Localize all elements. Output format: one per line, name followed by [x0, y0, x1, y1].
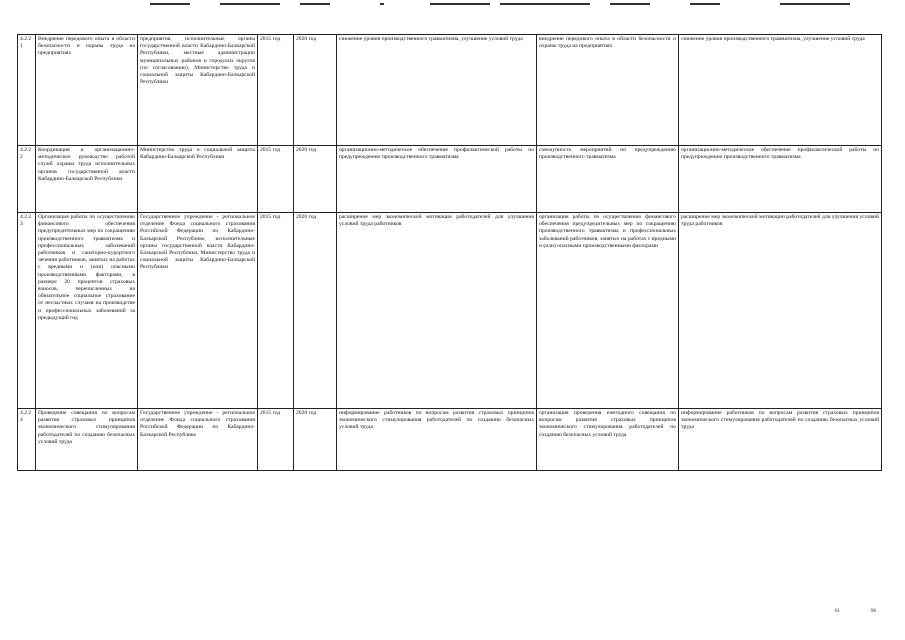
activity-cell: Проведение совещания по вопросам развития страховых принципов экономического стимулирования работодателей по созданию безопасных условий труда — [36, 409, 138, 471]
page-mark-left: 61 — [835, 609, 840, 614]
measures-table — [17, 34, 882, 471]
executor-cell: Государственное учреждение - региональное отделение Фонда социального страхования Российской Федерации по Кабардино-Балкарской Республике, исполнительные органы государственной власти Кабардино-Балкарской Республики, Министерство труда и социальной защиты Кабардино-Балкарской Республики — [138, 213, 258, 409]
start-year-cell: 2015 год — [258, 213, 294, 409]
result-cell: информирование работников по вопросам развития страховых принципов экономического стимулирования работодателей по созданию безопасных условий труда — [337, 409, 537, 471]
activity-cell: Внедрение передового опыта в области безопасности и охраны труда на предприятиях — [36, 35, 138, 146]
start-year-cell: 2015 год — [258, 409, 294, 471]
table-row — [18, 146, 882, 213]
link-cell: организационно-методическое обеспечение профилактической работы по предупреждению производственного травматизма — [679, 146, 882, 213]
start-year-cell: 2015 год — [258, 35, 294, 146]
end-year-cell: 2020 год — [294, 213, 337, 409]
item-number: 4.2.24 — [18, 409, 36, 471]
result-cell: расширение мер экономической мотивации работодателей для улучшения условий труда работников — [337, 213, 537, 409]
end-year-cell: 2020 год — [294, 35, 337, 146]
result-cell: организационно-методическое обеспечение профилактической работы по предупреждению производственного травматизма — [337, 146, 537, 213]
result-cell: снижение уровня производственного травматизма, улучшение условий труда — [337, 35, 537, 146]
content-cell: внедрение передового опыта в области безопасности и охраны труда на предприятиях — [537, 35, 679, 146]
scan-top-marks — [0, 0, 905, 8]
item-number: 4.2.23 — [18, 213, 36, 409]
activity-cell: Организация работы по осуществлению финансового обеспечения предупредительных мер по сокращению производственного травматизма и профессиональных заболеваний работников и санаторно-курортного лечения работников, занятых на работах с вредными и (или) опасными производственными факторами, в размере 20 процентов страховых взносов, перечисленных на обязательное социальное страхование от несчастных случаев на производстве и профессиональных заболеваний за предыдущий год — [36, 213, 138, 409]
activity-cell: Координация и организационно-методическое руководство работой служб охраны труда исполнительных органов государственной власти Кабардино-Балкарской Республики — [36, 146, 138, 213]
executor-cell: Государственное учреждение - региональное отделение Фонда социального страхования Российской Федерации по Кабардино-Балкарской Республике — [138, 409, 258, 471]
item-number: 4.2.22 — [18, 146, 36, 213]
end-year-cell: 2020 год — [294, 409, 337, 471]
table-row — [18, 409, 882, 471]
content-cell: совокупность мероприятий по предупреждению производственного травматизма — [537, 146, 679, 213]
table-row — [18, 35, 882, 146]
executor-cell: Министерство труда и социальной защиты Кабардино-Балкарской Республики — [138, 146, 258, 213]
page-mark-right: 96 — [871, 609, 876, 614]
link-cell: расширение мер экономической мотивации работодателей для улучшения условий труда работников — [679, 213, 882, 409]
link-cell: снижение уровня производственного травматизма, улучшение условий труда — [679, 35, 882, 146]
end-year-cell: 2020 год — [294, 146, 337, 213]
table-row — [18, 213, 882, 409]
item-number: 4.2.21 — [18, 35, 36, 146]
content-cell: организация работы по осуществлению финансового обеспечения предупредительных мер по сокращению производственного травматизма и профессиональных заболеваний работников, занятых на работах с вредными и (или) опасными производственными факторами — [537, 213, 679, 409]
start-year-cell: 2015 год — [258, 146, 294, 213]
executor-cell: предприятия, исполнительные органы государственной власти Кабардино-Балкарской Республики, местные администрации муниципальных районов и городских округов (по согласованию), Министерство труда и социальной защиты Кабардино-Балкарской Республики — [138, 35, 258, 146]
link-cell: информирование работников по вопросам развития страховых принципов экономического стимулирования работодателей по созданию безопасных условий труда — [679, 409, 882, 471]
content-cell: организация проведения ежегодного совещания по вопросам развития страховых принципов экономического стимулирования работодателей по созданию безопасных условий труда — [537, 409, 679, 471]
